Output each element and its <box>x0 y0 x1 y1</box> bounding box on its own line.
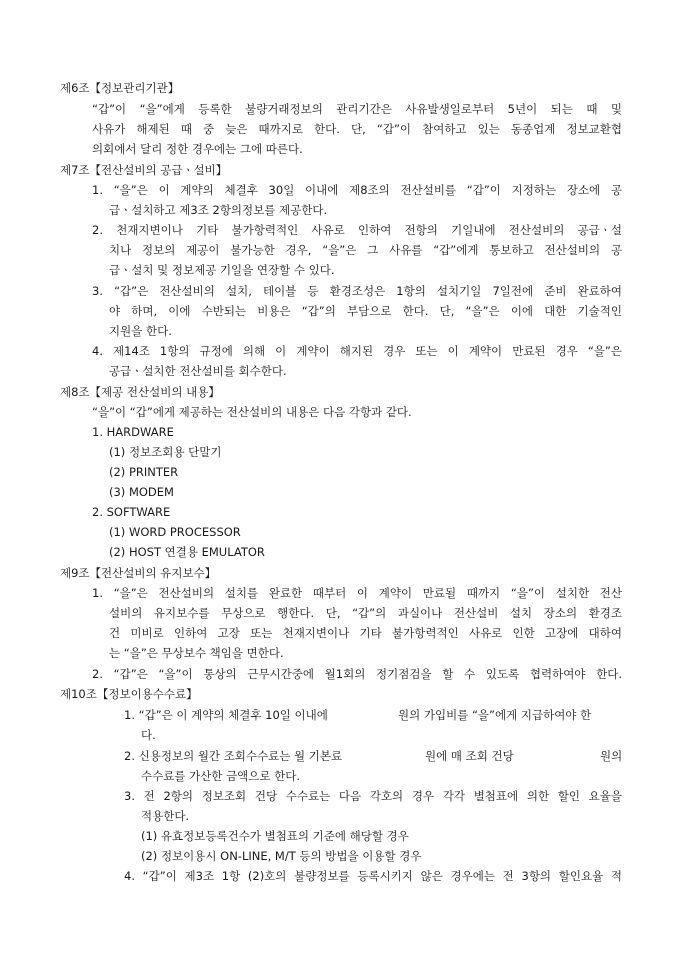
article-7-item-2-cont: 치나 정보의 제공이 불가능한 경우, “을”은 그 사유를 “갑”에게 통보하고 전산설비의 공 <box>109 243 622 257</box>
article-9-item-1: 1. “을”은 전산설비의 설치를 완료한 때부터 이 계약이 만료될 때까지 “을”이 설치한 전산 <box>92 586 622 600</box>
article-7-item-4: 4. 제14조 1항의 규정에 의해 이 계약이 해지된 경우 또는 이 계약이 만료된 경우 “을”은 <box>92 344 622 358</box>
article-10-item-3: 3. 전 2항의 정보조회 건당 수수료는 다음 각호의 경우 각각 별첨표에 의한 할인 요율을 <box>124 789 622 803</box>
article-10-item-3-sub: (2) 정보이용시 ON-LINE, M/T 등의 방법을 이용할 경우 <box>141 849 422 863</box>
article-10-item-3-sub: (1) 유효정보등록건수가 별첨표의 기준에 해당할 경우 <box>141 829 409 843</box>
article-7-item-3-cont: 야 하며, 이에 수반되는 비용은 “갑”의 부담으로 한다. 단, “을”은 이에 대한 기술적인 <box>109 304 622 318</box>
article-9-heading: 제9조【전산설비의 유지보수】 <box>60 566 217 580</box>
article-10-item-4: 4. “갑”이 제3조 1항 (2)호의 불량정보를 등록시키지 않은 경우에는 전 3항의 할인요율 적 <box>124 869 622 883</box>
article-10-item-1-part-a: 1. “갑”은 이 계약의 체결후 10일 이내에 <box>124 708 328 722</box>
article-6-paragraph-line: “갑”이 “을”에게 등록한 불량거래정보의 관리기간은 사유발생일로부터 5년이 되는 때 및 <box>92 102 622 116</box>
article-8-software-item: (1) WORD PROCESSOR <box>109 525 241 539</box>
article-10-item-2-part-c: 원의 <box>600 749 623 763</box>
article-6-heading: 제6조【정보관리기관】 <box>60 81 180 95</box>
article-7-item-3-cont: 지원을 한다. <box>109 324 172 338</box>
article-9-item-2: 2. “갑”은 “을”이 통상의 근무시간중에 월1회의 정기점검을 할 수 있도록 협력하여야 한다. <box>92 667 622 681</box>
article-8-hardware-item: (1) 정보조회용 단말기 <box>109 445 222 459</box>
article-7-item-1-cont: 급ㆍ설치하고 제3조 2항의정보를 제공한다. <box>109 203 328 217</box>
article-8-heading: 제8조【제공 전산설비의 내용】 <box>60 385 220 399</box>
article-8-hardware-item: (3) MODEM <box>109 485 174 499</box>
article-9-item-1-cont: 설비의 유지보수를 무상으로 행한다. 단, “갑”의 과실이나 전산설비 설치 장소의 환경조 <box>109 606 622 620</box>
article-10-heading: 제10조【정보이용수수료】 <box>60 687 198 701</box>
article-9-item-1-cont: 는 “을”은 무상보수 책임을 면한다. <box>109 646 284 660</box>
article-10-item-2-part-a: 2. 신용정보의 월간 조회수수료는 월 기본료 <box>124 749 343 763</box>
article-8-software-item: (2) HOST 연결용 EMULATOR <box>109 545 265 559</box>
article-7-item-3: 3. “갑”은 전산설비의 설치, 테이블 등 환경조성은 1항의 설치기일 7일전에 준비 완료하여 <box>92 284 622 298</box>
article-7-item-2-cont: 급ㆍ설치 및 정보제공 기일을 연장할 수 있다. <box>109 263 335 277</box>
article-8-hardware-item: (2) PRINTER <box>109 465 179 479</box>
article-10-item-2-part-b: 원에 매 조회 건당 <box>425 749 514 763</box>
article-9-item-1-cont: 건 미비로 인하여 고장 또는 천재지변이나 기타 불가항력적인 사유로 인한 고장에 대하여 <box>109 626 622 640</box>
article-10-item-3-cont: 적용한다. <box>141 809 190 823</box>
article-6-paragraph-line: 사유가 해제된 때 중 늦은 때까지로 한다. 단, “갑”이 참여하고 있는 동종업계 정보교환협 <box>92 122 622 136</box>
article-8-hardware: 1. HARDWARE <box>92 425 174 439</box>
article-7-heading: 제7조【전산설비의 공급ㆍ설비】 <box>60 163 228 177</box>
article-10-item-2-cont: 수수료를 가산한 금액으로 한다. <box>141 769 301 783</box>
article-7-item-4-cont: 공급ㆍ설치한 전산설비를 회수한다. <box>109 364 287 378</box>
article-7-item-2: 2. 천재지변이나 기타 불가항력적인 사유로 인하여 전항의 기일내에 전산설비의 공급ㆍ설 <box>92 223 622 237</box>
article-7-item-1: 1. “을”은 이 계약의 체결후 30일 이내에 제8조의 전산설비를 “갑”이 지정하는 장소에 공 <box>92 183 622 197</box>
article-8-software: 2. SOFTWARE <box>92 505 171 519</box>
article-8-intro: “을”이 “갑”에게 제공하는 전산설비의 내용은 다음 각항과 같다. <box>92 405 412 419</box>
article-6-paragraph-line: 의회에서 달리 정한 경우에는 그에 따른다. <box>92 142 303 156</box>
article-10-item-1-cont: 다. <box>141 728 156 742</box>
article-10-item-1-part-b: 원의 가입비를 “을”에게 지급하여야 한 <box>398 708 592 722</box>
